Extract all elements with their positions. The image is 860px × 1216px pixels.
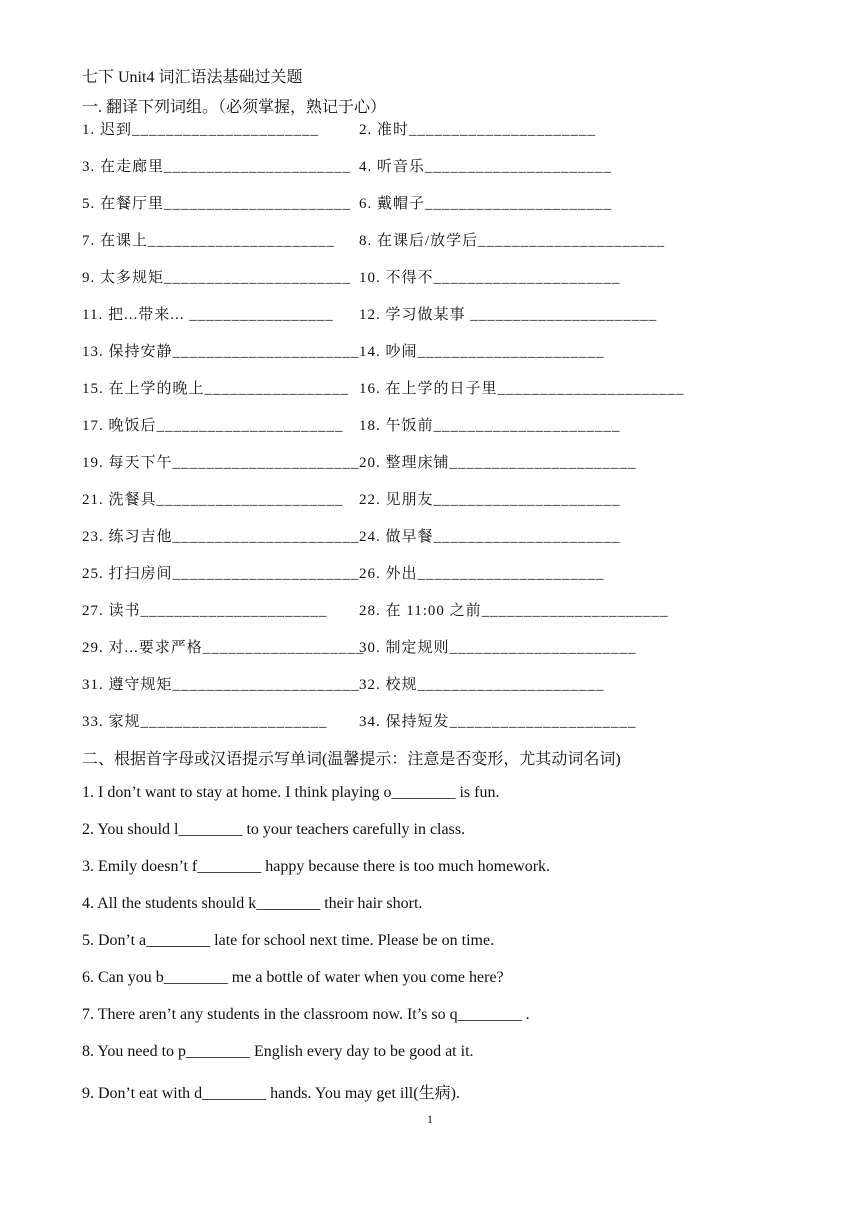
vocab-row <box>82 414 782 438</box>
vocab-item: 29. 对...要求严格___________________ <box>82 640 365 656</box>
vocab-item: 15. 在上学的晚上_________________ <box>82 381 350 397</box>
vocab-row <box>82 710 782 734</box>
section2-heading: 二、根据首字母或汉语提示写单词(温馨提示：注意是否变形，尤其动词名词) <box>82 751 621 768</box>
fill-in-question: 6. Can you b________ me a bottle of water when you come here? <box>82 969 504 986</box>
fill-in-question: 5. Don’t a________ late for school next time. Please be on time. <box>82 932 495 949</box>
vocab-item: 33. 家规______________________ <box>82 714 328 730</box>
vocab-item: 34. 保持短发______________________ <box>359 714 637 730</box>
vocab-row <box>82 229 782 253</box>
vocab-item: 28. 在 11:00 之前______________________ <box>359 603 669 619</box>
vocab-item: 30. 制定规则______________________ <box>359 640 637 656</box>
vocab-item: 1. 迟到______________________ <box>82 122 320 138</box>
page-number: 1 <box>427 1112 433 1126</box>
fill-in-question: 4. All the students should k________ their hair short. <box>82 895 423 912</box>
vocab-row <box>82 303 782 327</box>
section1-heading: 一. 翻译下列词组。（必须掌握，熟记于心） <box>82 99 387 116</box>
vocab-item: 18. 午饭前______________________ <box>359 418 621 434</box>
vocab-item: 12. 学习做某事 ______________________ <box>359 307 658 323</box>
vocab-item: 16. 在上学的日子里______________________ <box>359 381 685 397</box>
fill-in-question: 8. You need to p________ English every day to be good at it. <box>82 1043 474 1060</box>
vocab-row <box>82 599 782 623</box>
vocab-item: 25. 打扫房间______________________ <box>82 566 360 582</box>
vocab-item: 13. 保持安静______________________ <box>82 344 360 360</box>
fill-in-question: 1. I don’t want to stay at home. I think playing o________ is fun. <box>82 784 500 801</box>
vocab-item: 31. 遵守规矩______________________ <box>82 677 360 693</box>
vocab-row <box>82 636 782 660</box>
vocab-item: 21. 洗餐具______________________ <box>82 492 344 508</box>
vocab-row <box>82 266 782 290</box>
vocab-item: 19. 每天下午______________________ <box>82 455 360 471</box>
vocab-item: 11. 把...带来... _________________ <box>82 307 334 323</box>
vocab-item: 20. 整理床铺______________________ <box>359 455 637 471</box>
vocab-item: 24. 做早餐______________________ <box>359 529 621 545</box>
vocab-item: 2. 准时______________________ <box>359 122 597 138</box>
vocab-item: 32. 校规______________________ <box>359 677 605 693</box>
vocab-item: 3. 在走廊里______________________ <box>82 159 352 175</box>
vocab-item: 10. 不得不______________________ <box>359 270 621 286</box>
vocab-row <box>82 673 782 697</box>
fill-in-question: 2. You should l________ to your teachers carefully in class. <box>82 821 466 838</box>
vocab-row <box>82 525 782 549</box>
vocab-item: 26. 外出______________________ <box>359 566 605 582</box>
fill-in-question: 9. Don’t eat with d________ hands. You may get ill(生病). <box>82 1085 460 1102</box>
vocab-row <box>82 562 782 586</box>
vocab-item: 7. 在课上______________________ <box>82 233 336 249</box>
vocab-item: 27. 读书______________________ <box>82 603 328 619</box>
vocab-row <box>82 192 782 216</box>
vocab-item: 22. 见朋友______________________ <box>359 492 621 508</box>
vocab-row <box>82 451 782 475</box>
worksheet-title: 七下 Unit4 词汇语法基础过关题 <box>82 69 303 86</box>
vocab-item: 4. 听音乐______________________ <box>359 159 613 175</box>
vocab-row <box>82 377 782 401</box>
vocab-row <box>82 340 782 364</box>
vocab-item: 9. 太多规矩______________________ <box>82 270 352 286</box>
vocab-item: 8. 在课后/放学后______________________ <box>359 233 666 249</box>
fill-in-question: 3. Emily doesn’t f________ happy because there is too much homework. <box>82 858 551 875</box>
vocab-row <box>82 118 782 142</box>
vocab-item: 14. 吵闹______________________ <box>359 344 605 360</box>
vocab-item: 5. 在餐厅里______________________ <box>82 196 352 212</box>
vocab-row <box>82 155 782 179</box>
vocab-row <box>82 488 782 512</box>
vocab-item: 17. 晚饭后______________________ <box>82 418 344 434</box>
fill-in-question: 7. There aren’t any students in the classroom now. It’s so q________ . <box>82 1006 530 1023</box>
vocab-item: 23. 练习吉他______________________ <box>82 529 360 545</box>
vocab-item: 6. 戴帽子______________________ <box>359 196 613 212</box>
